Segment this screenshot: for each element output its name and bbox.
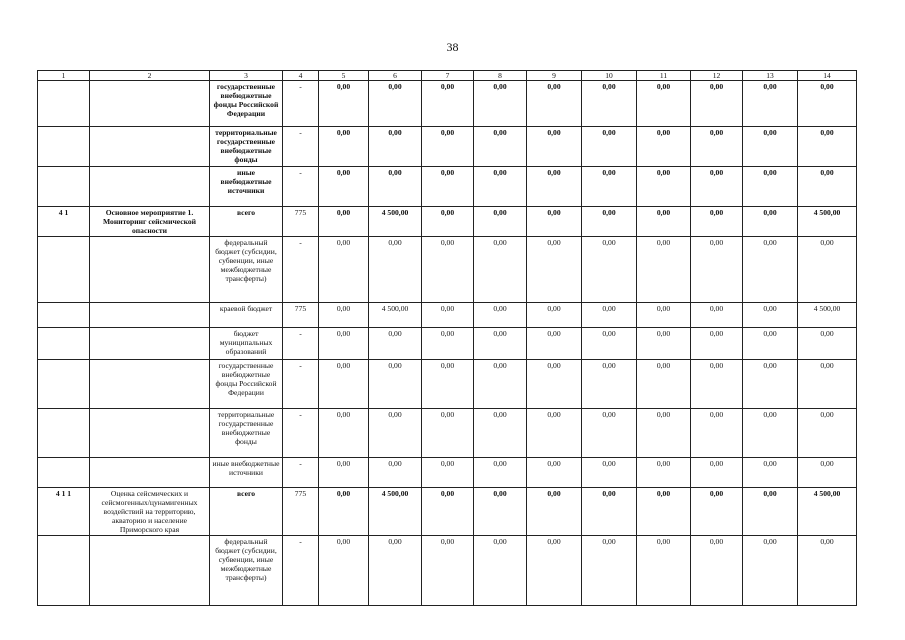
value-cell: 0,00 (637, 167, 691, 207)
value-cell: 0,00 (743, 360, 798, 409)
value-cell: 0,00 (319, 303, 369, 328)
value-cell: 0,00 (798, 328, 857, 360)
table-row (38, 207, 857, 237)
value-cell: 0,00 (582, 127, 637, 167)
value-cell: 0,00 (743, 328, 798, 360)
table-row (38, 536, 857, 606)
value-cell: 0,00 (691, 81, 743, 127)
column-header: 10 (582, 71, 637, 81)
value-cell: 0,00 (798, 81, 857, 127)
value-cell: 0,00 (691, 458, 743, 488)
column-header: 14 (798, 71, 857, 81)
value-cell: 0,00 (319, 409, 369, 458)
value-cell: 0,00 (582, 458, 637, 488)
value-cell: 0,00 (743, 207, 798, 237)
value-cell: 0,00 (527, 207, 582, 237)
value-cell: 0,00 (319, 237, 369, 303)
value-cell: 0,00 (527, 127, 582, 167)
value-cell: 4 500,00 (798, 303, 857, 328)
funding-source-cell: краевой бюджет (210, 303, 283, 328)
table-row (38, 409, 857, 458)
value-cell: 0,00 (319, 360, 369, 409)
row-number-cell (38, 303, 90, 328)
value-cell: 0,00 (474, 328, 527, 360)
value-cell: 0,00 (637, 488, 691, 536)
value-cell: 0,00 (527, 303, 582, 328)
value-cell: 0,00 (319, 458, 369, 488)
value-cell: 0,00 (582, 237, 637, 303)
value-cell: 0,00 (582, 303, 637, 328)
value-cell: 0,00 (637, 536, 691, 606)
value-cell: 0,00 (527, 488, 582, 536)
table-row (38, 237, 857, 303)
value-cell: 0,00 (527, 81, 582, 127)
value-cell: 0,00 (422, 536, 474, 606)
value-cell: 0,00 (369, 237, 422, 303)
measure-name-cell (90, 328, 210, 360)
column-header: 4 (283, 71, 319, 81)
value-cell: 4 500,00 (369, 488, 422, 536)
row-number-cell (38, 127, 90, 167)
value-cell: 0,00 (422, 458, 474, 488)
value-cell: 0,00 (369, 328, 422, 360)
value-cell: 0,00 (798, 127, 857, 167)
value-cell: 0,00 (743, 303, 798, 328)
funding-source-cell: территориальные государственные внебюджетные фонды (210, 127, 283, 167)
value-cell: 0,00 (637, 237, 691, 303)
value-cell: 0,00 (474, 488, 527, 536)
row-number-cell (38, 360, 90, 409)
value-cell: 0,00 (691, 303, 743, 328)
page-number: 38 (446, 40, 459, 54)
funding-source-cell: федеральный бюджет (субсидии, субвенции, иные межбюджетные трансферты) (210, 237, 283, 303)
value-cell: 0,00 (369, 167, 422, 207)
column-header: 6 (369, 71, 422, 81)
value-cell: 0,00 (743, 409, 798, 458)
code-cell: - (283, 328, 319, 360)
value-cell: 0,00 (369, 81, 422, 127)
value-cell: 0,00 (422, 303, 474, 328)
value-cell: 4 500,00 (798, 207, 857, 237)
value-cell: 0,00 (637, 458, 691, 488)
code-cell: - (283, 409, 319, 458)
code-cell: 775 (283, 207, 319, 237)
value-cell: 0,00 (422, 167, 474, 207)
code-cell: - (283, 536, 319, 606)
value-cell: 0,00 (474, 536, 527, 606)
value-cell: 0,00 (474, 303, 527, 328)
funding-source-cell: государственные внебюджетные фонды Российской Федерации (210, 81, 283, 127)
value-cell: 0,00 (369, 127, 422, 167)
value-cell: 0,00 (798, 409, 857, 458)
funding-source-cell: иные внебюджетные источники (210, 167, 283, 207)
measure-name-cell (90, 536, 210, 606)
row-number-cell (38, 328, 90, 360)
value-cell: 0,00 (422, 81, 474, 127)
value-cell: 4 500,00 (798, 488, 857, 536)
value-cell: 0,00 (691, 127, 743, 167)
value-cell: 0,00 (691, 488, 743, 536)
budget-table (37, 70, 857, 606)
value-cell: 0,00 (637, 360, 691, 409)
value-cell: 0,00 (798, 237, 857, 303)
value-cell: 0,00 (474, 360, 527, 409)
code-cell: - (283, 167, 319, 207)
table-row (38, 488, 857, 536)
value-cell: 0,00 (422, 237, 474, 303)
table-row (38, 360, 857, 409)
funding-source-cell: государственные внебюджетные фонды Российской Федерации (210, 360, 283, 409)
value-cell: 0,00 (474, 458, 527, 488)
value-cell: 0,00 (691, 167, 743, 207)
measure-name-cell: Оценка сейсмических и сейсмогенных/цунамигенных воздействий на территорию, акваторию и население Приморского края (90, 488, 210, 536)
value-cell: 0,00 (582, 536, 637, 606)
measure-name-cell (90, 458, 210, 488)
funding-source-cell: иные внебюджетные источники (210, 458, 283, 488)
value-cell: 0,00 (743, 81, 798, 127)
value-cell: 0,00 (743, 167, 798, 207)
value-cell: 0,00 (743, 536, 798, 606)
value-cell: 0,00 (798, 167, 857, 207)
value-cell: 0,00 (798, 458, 857, 488)
value-cell: 0,00 (743, 458, 798, 488)
value-cell: 0,00 (582, 81, 637, 127)
value-cell: 0,00 (637, 81, 691, 127)
value-cell: 0,00 (527, 237, 582, 303)
value-cell: 0,00 (691, 207, 743, 237)
column-header: 3 (210, 71, 283, 81)
measure-name-cell (90, 81, 210, 127)
row-number-cell (38, 167, 90, 207)
value-cell: 0,00 (527, 458, 582, 488)
value-cell: 0,00 (527, 360, 582, 409)
funding-source-cell: всего (210, 207, 283, 237)
value-cell: 0,00 (743, 237, 798, 303)
value-cell: 0,00 (527, 167, 582, 207)
row-number-cell (38, 536, 90, 606)
value-cell: 0,00 (319, 328, 369, 360)
funding-source-cell: федеральный бюджет (субсидии, субвенции, иные межбюджетные трансферты) (210, 536, 283, 606)
value-cell: 0,00 (319, 81, 369, 127)
value-cell: 0,00 (474, 167, 527, 207)
value-cell: 0,00 (743, 488, 798, 536)
column-header: 2 (90, 71, 210, 81)
value-cell: 0,00 (474, 237, 527, 303)
value-cell: 0,00 (582, 207, 637, 237)
row-number-cell (38, 81, 90, 127)
code-cell: - (283, 127, 319, 167)
value-cell: 4 500,00 (369, 303, 422, 328)
value-cell: 0,00 (422, 360, 474, 409)
table-row (38, 167, 857, 207)
value-cell: 0,00 (527, 328, 582, 360)
value-cell: 0,00 (319, 167, 369, 207)
value-cell: 0,00 (743, 127, 798, 167)
funding-source-cell: бюджет муниципальных образований (210, 328, 283, 360)
measure-name-cell (90, 360, 210, 409)
measure-name-cell (90, 303, 210, 328)
value-cell: 0,00 (319, 127, 369, 167)
code-cell: - (283, 360, 319, 409)
header-row (38, 71, 857, 81)
value-cell: 0,00 (422, 328, 474, 360)
value-cell: 0,00 (691, 536, 743, 606)
value-cell: 0,00 (369, 360, 422, 409)
value-cell: 0,00 (582, 360, 637, 409)
value-cell: 0,00 (474, 127, 527, 167)
value-cell: 0,00 (474, 409, 527, 458)
column-header: 5 (319, 71, 369, 81)
row-number-cell (38, 409, 90, 458)
measure-name-cell (90, 409, 210, 458)
value-cell: 0,00 (637, 303, 691, 328)
value-cell: 0,00 (369, 409, 422, 458)
value-cell: 4 500,00 (369, 207, 422, 237)
measure-name-cell: Основное мероприятие 1. Мониторинг сейсмической опасности (90, 207, 210, 237)
value-cell: 0,00 (319, 207, 369, 237)
value-cell: 0,00 (691, 409, 743, 458)
value-cell: 0,00 (691, 237, 743, 303)
column-header: 11 (637, 71, 691, 81)
code-cell: 775 (283, 488, 319, 536)
value-cell: 0,00 (474, 81, 527, 127)
value-cell: 0,00 (582, 488, 637, 536)
value-cell: 0,00 (637, 409, 691, 458)
column-header: 13 (743, 71, 798, 81)
table-row (38, 81, 857, 127)
value-cell: 0,00 (798, 536, 857, 606)
row-number-cell: 4 1 (38, 207, 90, 237)
column-header: 9 (527, 71, 582, 81)
column-header: 12 (691, 71, 743, 81)
table-row (38, 328, 857, 360)
value-cell: 0,00 (582, 328, 637, 360)
column-header: 1 (38, 71, 90, 81)
table-row (38, 458, 857, 488)
table-row (38, 303, 857, 328)
value-cell: 0,00 (474, 207, 527, 237)
code-cell: - (283, 81, 319, 127)
value-cell: 0,00 (319, 488, 369, 536)
value-cell: 0,00 (691, 328, 743, 360)
value-cell: 0,00 (369, 458, 422, 488)
column-header: 8 (474, 71, 527, 81)
value-cell: 0,00 (798, 360, 857, 409)
value-cell: 0,00 (582, 409, 637, 458)
code-cell: - (283, 458, 319, 488)
column-header: 7 (422, 71, 474, 81)
value-cell: 0,00 (422, 409, 474, 458)
value-cell: 0,00 (422, 488, 474, 536)
code-cell: 775 (283, 303, 319, 328)
value-cell: 0,00 (319, 536, 369, 606)
funding-source-cell: всего (210, 488, 283, 536)
value-cell: 0,00 (637, 328, 691, 360)
value-cell: 0,00 (691, 360, 743, 409)
value-cell: 0,00 (582, 167, 637, 207)
measure-name-cell (90, 127, 210, 167)
value-cell: 0,00 (422, 127, 474, 167)
table-row (38, 127, 857, 167)
row-number-cell (38, 237, 90, 303)
measure-name-cell (90, 167, 210, 207)
value-cell: 0,00 (527, 536, 582, 606)
value-cell: 0,00 (637, 127, 691, 167)
value-cell: 0,00 (369, 536, 422, 606)
measure-name-cell (90, 237, 210, 303)
value-cell: 0,00 (527, 409, 582, 458)
code-cell: - (283, 237, 319, 303)
row-number-cell (38, 458, 90, 488)
row-number-cell: 4 1 1 (38, 488, 90, 536)
value-cell: 0,00 (637, 207, 691, 237)
value-cell: 0,00 (422, 207, 474, 237)
funding-source-cell: территориальные государственные внебюджетные фонды (210, 409, 283, 458)
